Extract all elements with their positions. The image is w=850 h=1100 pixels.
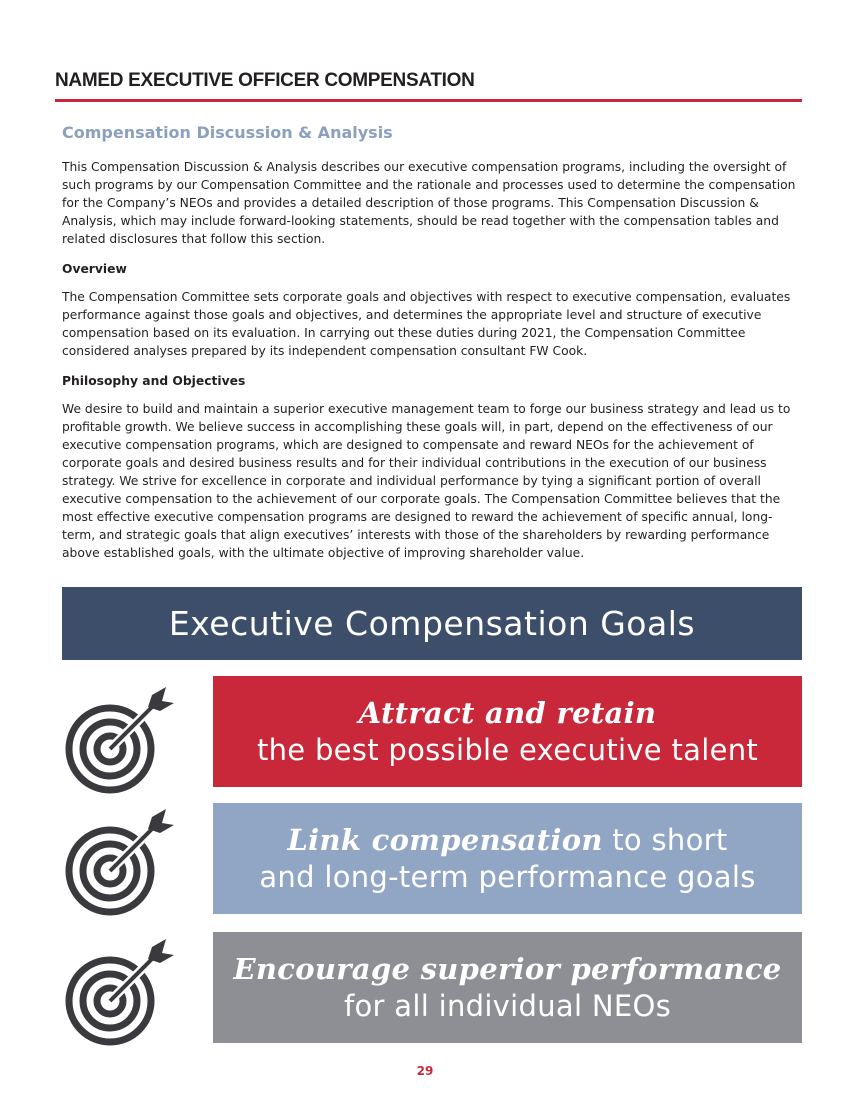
goal-link-compensation (213, 803, 802, 914)
philosophy-heading: Philosophy and Objectives (62, 374, 246, 388)
goal-emphasis: Attract and retain (358, 695, 657, 730)
section-title: NAMED EXECUTIVE OFFICER COMPENSATION (55, 70, 475, 91)
goal-text: the best possible executive talent (256, 732, 759, 767)
overview-heading: Overview (62, 262, 127, 276)
goal-text: to short (602, 822, 728, 857)
section-header (55, 68, 802, 102)
goal-line-1 (213, 822, 802, 859)
cda-subtitle: Compensation Discussion & Analysis (62, 123, 393, 142)
goals-banner: Executive Compensation Goals (62, 587, 802, 660)
target-icon (62, 683, 176, 797)
target-icon (62, 935, 176, 1049)
cda-intro-paragraph: This Compensation Discussion & Analysis describes our executive compensation programs, including the oversight of such programs by our Compensation Committee and the rationale and processes used to determine the compensation for the Company’s NEOs and provides a detailed description of those programs. This Compensation Discussion & Analysis, which may include forward-looking statements, should be read together with the compensation tables and related disclosures that follow this section. (62, 160, 796, 246)
target-icon (62, 805, 176, 919)
goal-emphasis: Encourage superior performance (233, 951, 782, 986)
goal-text: and long-term performance goals (259, 859, 756, 894)
goal-attract-retain (213, 676, 802, 787)
philosophy-paragraph: We desire to build and maintain a superior executive management team to forge our business strategy and lead us to profitable growth. We believe success in accomplishing these goals will, in part, depend on the effectiveness of our executive compensation programs, which are designed to compensate and reward NEOs for the achievement of corporate goals and desired business results and for their individual contributions in the execution of our business strategy. We strive for excellence in corporate and individual performance by tying a significant portion of overall executive compensation to the achievement of our corporate goals. The Compensation Committee believes that the most effective executive compensation programs are designed to reward the achievement of specific annual, long-term, and strategic goals that align executives’ interests with those of the shareholders by rewarding performance above established goals, with the ultimate objective of improving shareholder value. (62, 402, 791, 560)
cda-content (62, 118, 802, 574)
goal-text: for all individual NEOs (343, 988, 671, 1023)
goal-emphasis: Link compensation (287, 822, 603, 857)
overview-paragraph: The Compensation Committee sets corporate goals and objectives with respect to executive compensation, evaluates performance against those goals and objectives, and determines the appropriate level and structure of executive compensation based on its evaluation. In carrying out these duties during 2021, the Compensation Committee considered analyses prepared by its independent compensation consultant FW Cook. (62, 290, 791, 358)
page-number: 29 (416, 1064, 434, 1078)
goal-encourage-performance (213, 932, 802, 1043)
